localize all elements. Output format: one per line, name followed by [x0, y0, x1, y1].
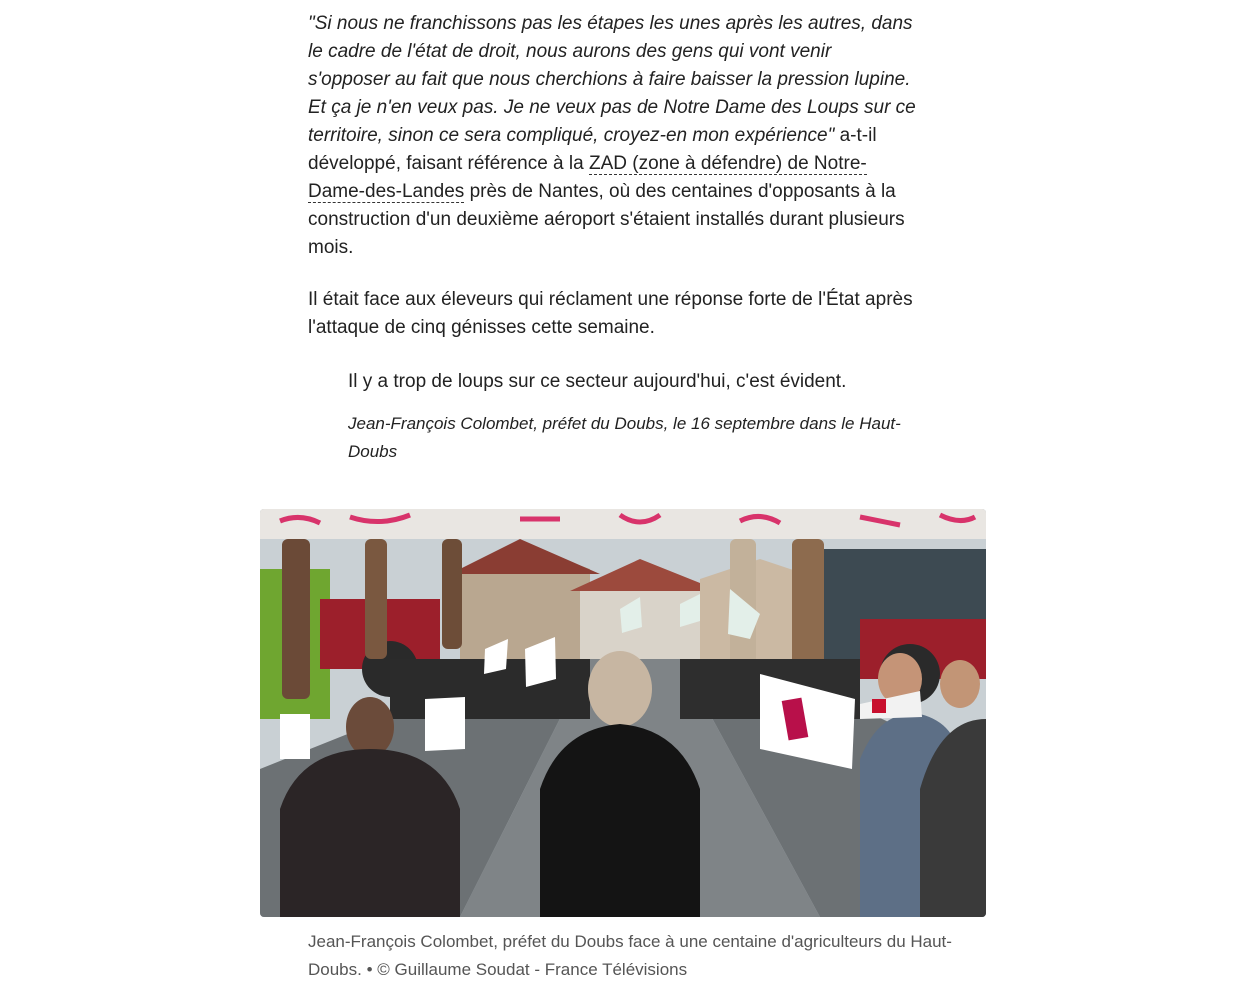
pull-quote-citation: Jean-François Colombet, préfet du Doubs, le 16 septembre dans le Haut-Doubs [348, 414, 901, 461]
article-photo[interactable] [260, 509, 986, 917]
photo-caption: Jean-François Colombet, préfet du Doubs face à une centaine d'agriculteurs du Haut-Doubs. • © Guillaume Soudat - France Télévisions [308, 932, 952, 979]
paragraph-text: a-t-il développé, faisant référence à la [308, 125, 877, 174]
protest-photo-illustration [260, 509, 986, 917]
paragraph-quote [308, 10, 918, 262]
paragraph-text-end: près de Nantes, où des centaines d'opposants à la construction d'un deuxième aéroport s'étaient installés durant plusieurs mois. [308, 181, 905, 258]
prefect-quote: "Si nous ne franchissons pas les étapes les unes après les autres, dans le cadre de l'état de droit, nous aurons des gens qui vont venir s'opposer au fait que nous cherchions à faire baisser la pression lupine. Et ça je n'en veux pas. Je ne veux pas de Notre Dame des Loups sur ce territoire, sinon ce sera compliqué, croyez-en mon expérience" [308, 13, 916, 146]
paragraph-breeders: Il était face aux éleveurs qui réclament une réponse forte de l'État après l'attaque de cinq génisses cette semaine. [308, 289, 913, 338]
pull-quote-text: Il y a trop de loups sur ce secteur aujourd'hui, c'est évident. [348, 371, 847, 392]
pull-quote [348, 368, 908, 466]
zad-link[interactable]: ZAD (zone à défendre) de Notre-Dame-des-Landes [308, 153, 867, 202]
article-body [308, 10, 918, 366]
